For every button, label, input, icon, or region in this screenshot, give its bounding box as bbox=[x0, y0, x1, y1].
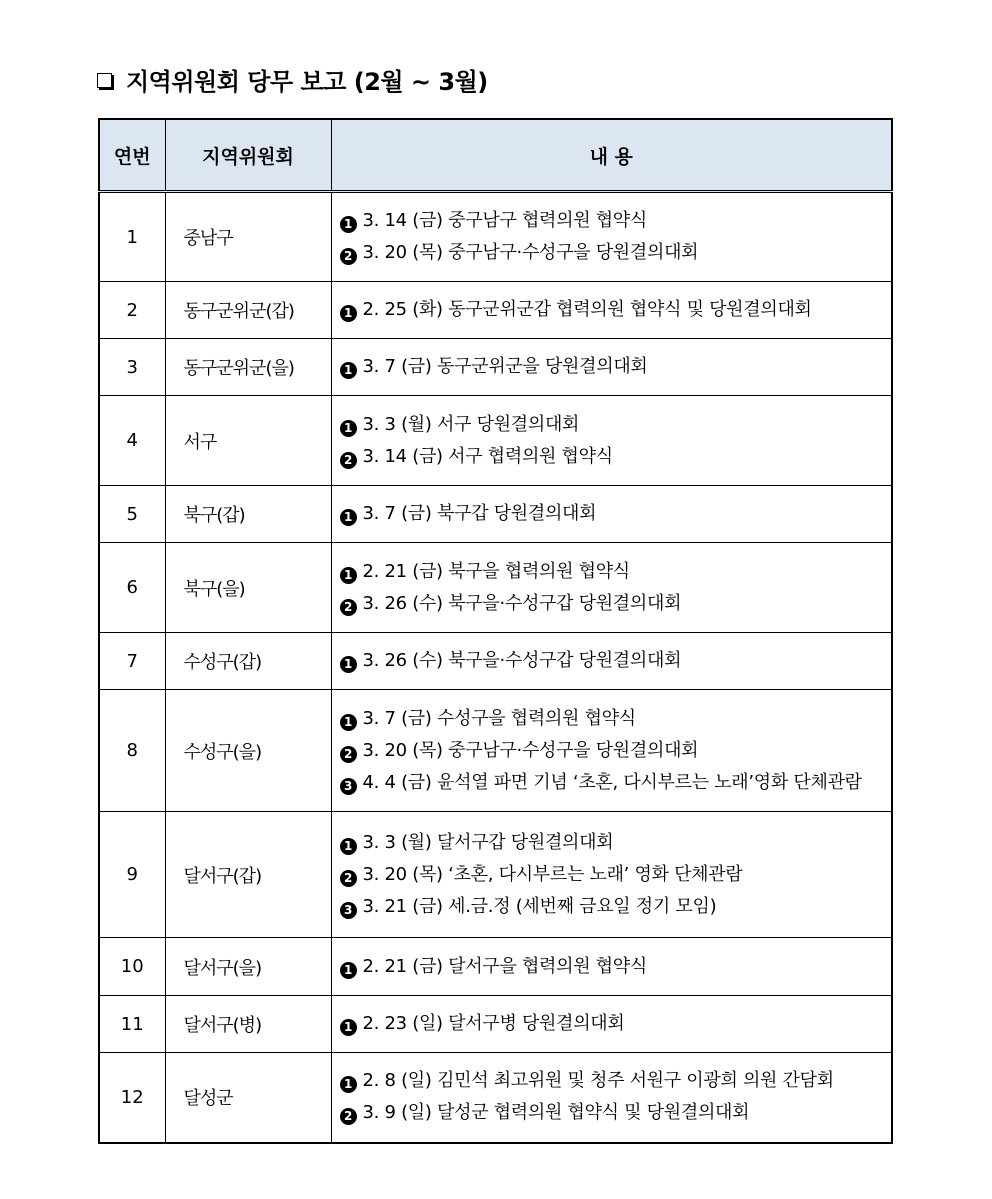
content-item bbox=[340, 891, 884, 923]
region-name: 수성구(을) bbox=[165, 690, 331, 812]
content-cell bbox=[331, 690, 892, 812]
table-header-row bbox=[99, 119, 892, 192]
content-item-text: 2. 25 (화) 동구군위군갑 협력의원 협약식 및 당원결의대회 bbox=[362, 299, 812, 320]
content-item-text: 3. 14 (금) 서구 협력의원 협약식 bbox=[362, 445, 613, 467]
row-number: 11 bbox=[99, 996, 165, 1053]
region-name: 달서구(갑) bbox=[165, 812, 331, 938]
region-name: 달서구(병) bbox=[165, 996, 331, 1053]
region-name: 동구군위군(갑) bbox=[165, 282, 331, 339]
region-name: 달성군 bbox=[165, 1053, 331, 1143]
number-badge-icon: 2 bbox=[340, 248, 357, 265]
number-badge-icon: 1 bbox=[340, 714, 357, 731]
content-item-text: 3. 7 (금) 북구갑 당원결의대회 bbox=[362, 503, 597, 524]
region-name: 북구(갑) bbox=[165, 486, 331, 543]
content-item-text: 2. 8 (일) 김민석 최고위원 및 청주 서원구 이광희 의원 간담회 bbox=[362, 1070, 834, 1092]
content-cell bbox=[331, 938, 892, 996]
report-table bbox=[98, 118, 893, 1144]
number-badge-icon: 1 bbox=[340, 962, 357, 979]
row-number: 7 bbox=[99, 633, 165, 690]
number-badge-icon: 1 bbox=[340, 305, 357, 322]
content-item bbox=[340, 205, 884, 237]
content-item-text: 3. 26 (수) 북구을·수성구갑 당원결의대회 bbox=[362, 650, 682, 671]
content-cell bbox=[331, 282, 892, 339]
region-name: 서구 bbox=[165, 396, 331, 486]
content-cell bbox=[331, 812, 892, 938]
content-item bbox=[340, 703, 884, 735]
table-row bbox=[99, 339, 892, 396]
content-item-text: 3. 21 (금) 세.금.정 (세번째 금요일 정기 모임) bbox=[362, 895, 717, 917]
content-item bbox=[340, 859, 884, 891]
number-badge-icon: 1 bbox=[340, 1019, 357, 1036]
table-row bbox=[99, 486, 892, 543]
table-row bbox=[99, 282, 892, 339]
content-item-text: 3. 20 (목) 중구남구·수성구을 당원결의대회 bbox=[362, 242, 699, 263]
row-number: 1 bbox=[99, 192, 165, 282]
content-item-text: 2. 23 (일) 달서구병 당원결의대회 bbox=[362, 1013, 625, 1034]
table-row bbox=[99, 543, 892, 633]
content-item bbox=[340, 498, 884, 530]
content-item-text: 3. 7 (금) 수성구을 협력의원 협약식 bbox=[362, 707, 636, 729]
header-no: 연번 bbox=[99, 119, 165, 192]
table-row bbox=[99, 1053, 892, 1143]
content-item-text: 2. 21 (금) 북구을 협력의원 협약식 bbox=[362, 560, 630, 582]
number-badge-icon: 1 bbox=[340, 567, 357, 584]
content-item-text: 4. 4 (금) 윤석열 파면 기념 ‘초혼, 다시부르는 노래’영화 단체관람 bbox=[362, 771, 862, 793]
number-badge-icon: 1 bbox=[340, 656, 357, 673]
table-row bbox=[99, 633, 892, 690]
number-badge-icon: 2 bbox=[340, 746, 357, 763]
row-number: 4 bbox=[99, 396, 165, 486]
number-badge-icon: 1 bbox=[340, 509, 357, 526]
content-item-text: 3. 14 (금) 중구남구 협력의원 협약식 bbox=[362, 210, 647, 231]
content-item-text: 3. 3 (월) 서구 당원결의대회 bbox=[362, 413, 580, 435]
row-number: 2 bbox=[99, 282, 165, 339]
number-badge-icon: 3 bbox=[340, 778, 357, 795]
number-badge-icon: 2 bbox=[340, 452, 357, 469]
region-name: 중남구 bbox=[165, 192, 331, 282]
table-row bbox=[99, 396, 892, 486]
region-name: 달서구(을) bbox=[165, 938, 331, 996]
page-title bbox=[97, 62, 488, 97]
content-item-text: 3. 9 (일) 달성군 협력의원 협약식 및 당원결의대회 bbox=[362, 1102, 750, 1124]
content-item bbox=[340, 556, 884, 588]
row-number: 3 bbox=[99, 339, 165, 396]
content-item bbox=[340, 237, 884, 269]
content-item-text: 3. 20 (목) ‘초혼, 다시부르는 노래’ 영화 단체관람 bbox=[362, 863, 743, 885]
content-cell bbox=[331, 996, 892, 1053]
content-cell bbox=[331, 633, 892, 690]
content-item bbox=[340, 351, 884, 383]
table-row bbox=[99, 938, 892, 996]
region-name: 북구(을) bbox=[165, 543, 331, 633]
content-item bbox=[340, 735, 884, 767]
content-cell bbox=[331, 486, 892, 543]
table-row bbox=[99, 812, 892, 938]
content-cell bbox=[331, 339, 892, 396]
content-item bbox=[340, 588, 884, 620]
header-content: 내 용 bbox=[331, 119, 892, 192]
number-badge-icon: 2 bbox=[340, 599, 357, 616]
content-item bbox=[340, 1065, 884, 1097]
row-number: 10 bbox=[99, 938, 165, 996]
content-item-text: 3. 20 (목) 중구남구·수성구을 당원결의대회 bbox=[362, 739, 699, 761]
row-number: 8 bbox=[99, 690, 165, 812]
content-item-text: 3. 3 (월) 달서구갑 당원결의대회 bbox=[362, 831, 614, 853]
content-item bbox=[340, 1008, 884, 1040]
content-item bbox=[340, 951, 884, 983]
table-row bbox=[99, 690, 892, 812]
number-badge-icon: 1 bbox=[340, 362, 357, 379]
page-title-text: 지역위원회 당무 보고 (2월 ~ 3월) bbox=[126, 68, 488, 96]
content-cell bbox=[331, 396, 892, 486]
region-name: 수성구(갑) bbox=[165, 633, 331, 690]
content-item-text: 3. 7 (금) 동구군위군을 당원결의대회 bbox=[362, 356, 648, 377]
content-item bbox=[340, 409, 884, 441]
content-item bbox=[340, 767, 884, 799]
content-item bbox=[340, 827, 884, 859]
content-item-text: 3. 26 (수) 북구을·수성구갑 당원결의대회 bbox=[362, 592, 682, 614]
number-badge-icon: 2 bbox=[340, 870, 357, 887]
content-cell bbox=[331, 543, 892, 633]
number-badge-icon: 2 bbox=[340, 1108, 357, 1125]
row-number: 5 bbox=[99, 486, 165, 543]
checkbox-bullet-icon bbox=[97, 73, 112, 88]
content-item bbox=[340, 294, 884, 326]
number-badge-icon: 1 bbox=[340, 1076, 357, 1093]
number-badge-icon: 1 bbox=[340, 838, 357, 855]
content-cell bbox=[331, 192, 892, 282]
content-item-text: 2. 21 (금) 달서구을 협력의원 협약식 bbox=[362, 955, 647, 977]
number-badge-icon: 1 bbox=[340, 216, 357, 233]
header-region: 지역위원회 bbox=[165, 119, 331, 192]
table-row bbox=[99, 996, 892, 1053]
content-item bbox=[340, 1097, 884, 1129]
content-item bbox=[340, 645, 884, 677]
content-cell bbox=[331, 1053, 892, 1143]
number-badge-icon: 3 bbox=[340, 902, 357, 919]
content-item bbox=[340, 441, 884, 473]
table-row bbox=[99, 192, 892, 282]
row-number: 12 bbox=[99, 1053, 165, 1143]
number-badge-icon: 1 bbox=[340, 420, 357, 437]
row-number: 6 bbox=[99, 543, 165, 633]
region-name: 동구군위군(을) bbox=[165, 339, 331, 396]
row-number: 9 bbox=[99, 812, 165, 938]
